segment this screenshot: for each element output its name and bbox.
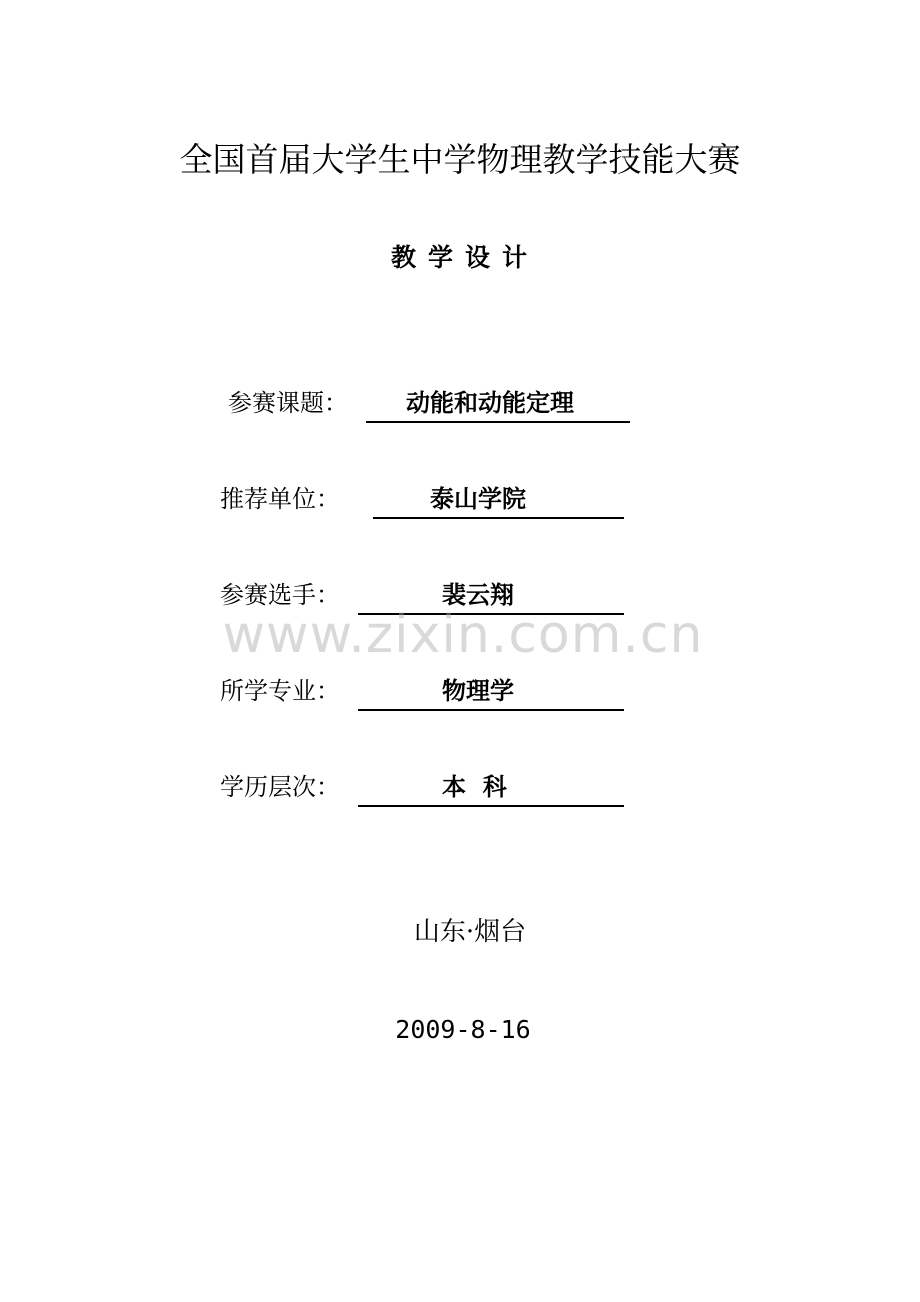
field-unit-label: 推荐单位： xyxy=(220,485,340,513)
field-major-value: 物理学 xyxy=(442,677,514,705)
field-degree xyxy=(220,767,630,807)
document-date: 2009-8-16 xyxy=(395,1015,531,1044)
document-place: 山东·烟台 xyxy=(413,917,527,947)
document-subtitle: 教学设计 xyxy=(390,243,539,272)
field-degree-value: 本 科 xyxy=(442,773,507,801)
field-major xyxy=(220,671,630,711)
field-contestant-value: 裴云翔 xyxy=(442,581,514,609)
field-major-label: 所学专业： xyxy=(220,677,340,705)
field-topic-value: 动能和动能定理 xyxy=(406,389,574,417)
field-unit xyxy=(220,479,630,519)
field-topic-label: 参赛课题： xyxy=(228,389,348,417)
document-title: 全国首届大学生中学物理教学技能大赛 xyxy=(179,140,741,179)
field-unit-value: 泰山学院 xyxy=(430,485,526,513)
field-topic xyxy=(228,383,638,423)
field-contestant-label: 参赛选手： xyxy=(220,581,340,609)
field-degree-label: 学历层次： xyxy=(220,773,340,801)
watermark: www.zixin.com.cn xyxy=(222,605,704,665)
